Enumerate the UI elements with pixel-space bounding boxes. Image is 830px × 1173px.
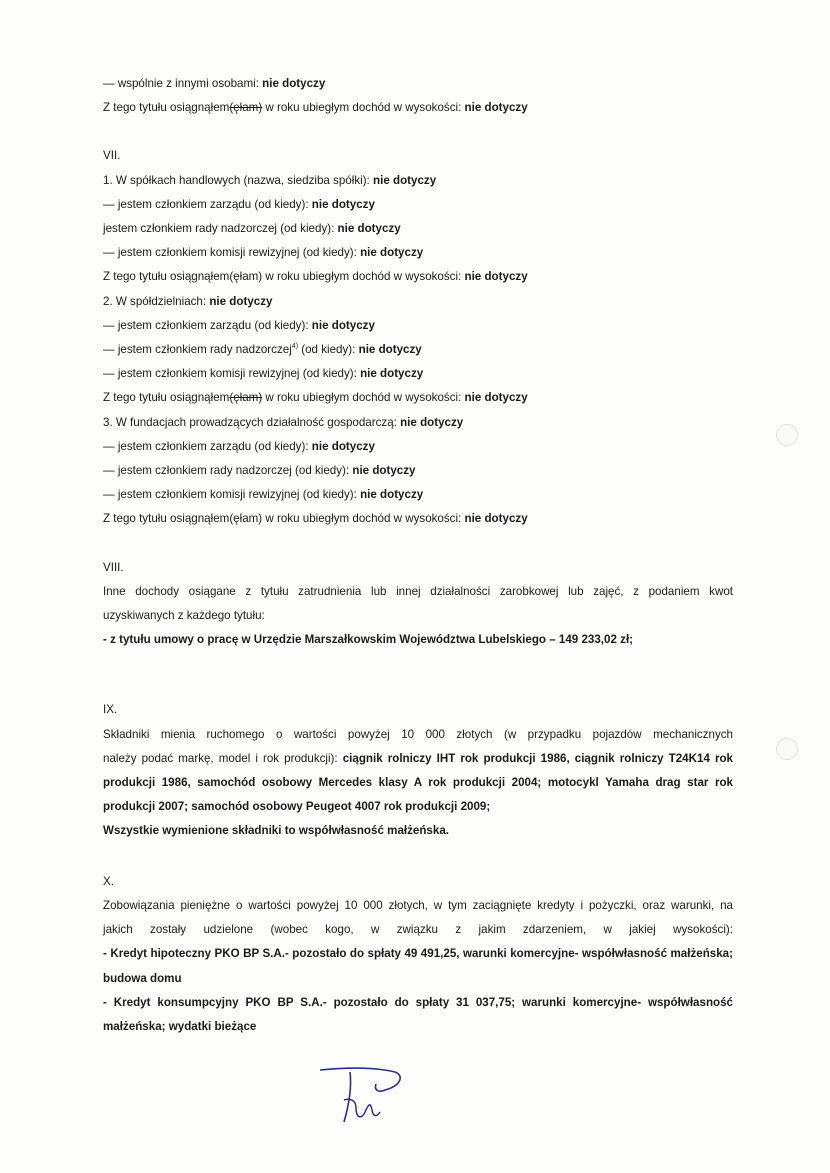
answer-text: nie dotyczy	[337, 222, 401, 236]
text-line	[103, 795, 733, 819]
section-heading	[103, 698, 733, 722]
text-line	[103, 314, 733, 338]
answer-text: - Kredyt hipoteczny PKO BP S.A.- pozostało do spłaty 49 491,25, warunki komercyjne- współwłasność małżeńska;	[103, 947, 733, 961]
label-text: IX.	[103, 703, 118, 717]
answer-text: nie dotyczy	[373, 173, 437, 187]
label-text: X.	[103, 874, 114, 888]
label-text: (od kiedy):	[298, 343, 359, 357]
answer-text: budowa domu	[103, 971, 182, 985]
section-heading	[103, 556, 733, 580]
text-line	[103, 991, 733, 1015]
punch-hole	[776, 738, 798, 760]
answer-text: nie dotyczy	[464, 512, 528, 526]
text-line	[103, 918, 733, 942]
label-text: — jestem członkiem zarządu (od kiedy):	[103, 439, 312, 453]
section-viii	[103, 556, 733, 653]
label-text: Z tego tytułu osiągnąłem	[103, 391, 230, 405]
text-line	[103, 338, 733, 362]
label-text: Składniki mienia ruchomego o wartości powyżej 10 000 złotych (w przypadku pojazdów mechanicznych	[103, 727, 733, 741]
text-line	[103, 193, 733, 217]
answer-text: nie dotyczy	[464, 101, 528, 115]
label-text: — jestem członkiem rady nadzorczej	[103, 343, 292, 357]
section-heading	[103, 870, 733, 894]
text-line	[103, 217, 733, 241]
text-line	[103, 771, 733, 795]
answer-text: nie dotyczy	[400, 415, 464, 429]
punch-hole	[776, 424, 798, 446]
text-line	[103, 507, 733, 531]
label-text: jakich zostały udzielone (wobec kogo, w związku z jakim zdarzeniem, w jakiej wysokości):	[103, 923, 733, 937]
section-pre	[103, 72, 733, 120]
section-x	[103, 870, 733, 1039]
label-text: — jestem członkiem komisji rewizyjnej (od kiedy):	[103, 246, 361, 260]
answer-text: nie dotyczy	[311, 318, 375, 332]
label-text: Inne dochody osiągane z tytułu zatrudnienia lub innej działalności zarobkowej lub zajęć, z podaniem kwot	[103, 584, 733, 598]
label-text: należy podać markę, model i rok produkcji):	[103, 751, 343, 765]
label-text: — jestem członkiem komisji rewizyjnej (od kiedy):	[103, 488, 361, 502]
label-text: Z tego tytułu osiągnąłem	[103, 101, 230, 115]
text-line	[103, 411, 733, 435]
answer-text: - z tytułu umowy o pracę w Urzędzie Marszałkowskim Województwa Lubelskiego – 149 233,02 zł;	[103, 633, 634, 647]
answer-text: - Kredyt konsumpcyjny PKO BP S.A.- pozostało do spłaty 31 037,75; warunki komercyjne- współwłasność	[103, 995, 733, 1009]
answer-text: nie dotyczy	[464, 391, 528, 405]
label-text: VIII.	[103, 560, 124, 574]
label-text: — jestem członkiem zarządu (od kiedy):	[103, 318, 312, 332]
text-line	[103, 435, 733, 459]
text-line	[103, 96, 733, 120]
label-text: — jestem członkiem zarządu (od kiedy):	[103, 197, 312, 211]
struck-text: (ęłam)	[229, 391, 263, 405]
text-line	[103, 72, 733, 96]
section-vii	[103, 144, 733, 531]
text-line	[103, 169, 733, 193]
text-line	[103, 1015, 733, 1039]
text-line	[103, 604, 733, 628]
signature	[310, 1060, 420, 1130]
label-text: Z tego tytułu osiągnąłem(ęłam) w roku ubiegłym dochód w wysokości:	[103, 512, 465, 526]
answer-text: produkcji 1986, samochód osobowy Mercedes klasy A rok produkcji 2004; motocykl Yamaha drag star rok	[103, 776, 733, 790]
struck-text: (ęłam)	[229, 101, 263, 115]
answer-text: nie dotyczy	[311, 197, 375, 211]
text-line	[103, 894, 733, 918]
label-text: w roku ubiegłym dochód w wysokości:	[262, 101, 465, 115]
label-text: 3. W fundacjach prowadzących działalność gospodarczą:	[103, 415, 401, 429]
section-heading	[103, 144, 733, 168]
footnote-ref: 4)	[291, 343, 299, 351]
answer-text: nie dotyczy	[360, 488, 424, 502]
label-text: jestem członkiem rady nadzorczej (od kiedy):	[103, 222, 338, 236]
label-text: Z tego tytułu osiągnąłem(ęłam) w roku ubiegłym dochód w wysokości:	[103, 270, 465, 284]
text-line	[103, 747, 733, 771]
text-line	[103, 483, 733, 507]
text-line	[103, 265, 733, 289]
label-text: VII.	[103, 149, 121, 163]
answer-text: Wszystkie wymienione składniki to współwłasność małżeńska.	[103, 824, 450, 838]
text-line	[103, 290, 733, 314]
text-line	[103, 459, 733, 483]
text-line	[103, 942, 733, 966]
answer-text: nie dotyczy	[360, 367, 424, 381]
answer-text: nie dotyczy	[464, 270, 528, 284]
answer-text: nie dotyczy	[262, 77, 326, 90]
answer-text: nie dotyczy	[352, 464, 416, 478]
answer-text: nie dotyczy	[360, 246, 424, 260]
label-text: w roku ubiegłym dochód w wysokości:	[262, 391, 465, 405]
text-line	[103, 386, 733, 410]
answer-text: ciągnik rolniczy IHT rok produkcji 1986, ciągnik rolniczy T24K14 rok	[342, 751, 733, 765]
text-line	[103, 819, 733, 843]
text-line	[103, 362, 733, 386]
answer-text: nie dotyczy	[311, 439, 375, 453]
answer-text: produkcji 2007; samochód osobowy Peugeot 4007 rok produkcji 2009;	[103, 800, 491, 814]
text-line	[103, 241, 733, 265]
answer-text: nie dotyczy	[209, 294, 273, 308]
text-line	[103, 967, 733, 991]
answer-text: nie dotyczy	[358, 343, 422, 357]
label-text: 1. W spółkach handlowych (nazwa, siedziba spółki):	[103, 173, 374, 187]
label-text: Zobowiązania pieniężne o wartości powyżej 10 000 złotych, w tym zaciągnięte kredyty i pożyczki, oraz warunki, na	[103, 898, 733, 912]
text-line	[103, 628, 733, 652]
label-text: uzyskiwanych z każdego tytułu:	[103, 609, 265, 623]
label-text: — jestem członkiem rady nadzorczej (od kiedy):	[103, 464, 353, 478]
label-text: — jestem członkiem komisji rewizyjnej (od kiedy):	[103, 367, 361, 381]
label-text: — wspólnie z innymi osobami:	[103, 77, 263, 90]
text-line	[103, 580, 733, 604]
text-line	[103, 723, 733, 747]
section-ix	[103, 698, 733, 843]
label-text: 2. W spółdzielniach:	[103, 294, 210, 308]
answer-text: małżeńska; wydatki bieżące	[103, 1019, 257, 1033]
document-page	[103, 72, 733, 1039]
